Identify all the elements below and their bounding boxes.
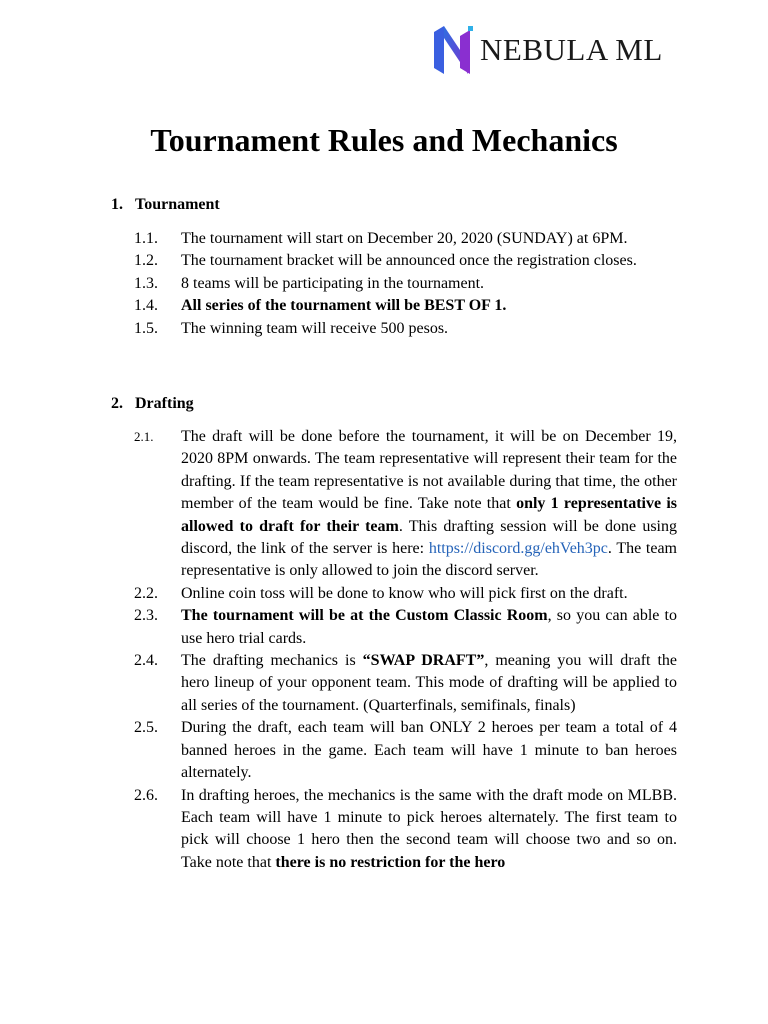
item-text: The tournament will be at the Custom Classic Room, so you can able to use hero trial cards. bbox=[181, 607, 677, 647]
section-heading-tournament bbox=[111, 196, 220, 214]
item-text: The tournament will start on December 20, 2020 (SUNDAY) at 6PM. bbox=[181, 230, 628, 247]
bold-text: The tournament will be at the Custom Classic Room bbox=[181, 607, 548, 625]
bold-text: there is no restriction for the hero bbox=[275, 853, 506, 871]
list-item bbox=[134, 650, 677, 717]
item-text: Online coin toss will be done to know who will pick first on the draft. bbox=[181, 584, 628, 602]
discord-link[interactable]: https://discord.gg/ehVeh3pc bbox=[428, 540, 608, 558]
bold-text: “SWAP DRAFT” bbox=[362, 652, 485, 670]
list-item bbox=[134, 295, 677, 317]
list-item bbox=[134, 228, 677, 250]
item-text: The drafting mechanics is “SWAP DRAFT”, meaning you will draft the hero lineup of your opponent team. This mode of drafting will be applied to all series of the tournament. (Quarterfinals, semifinals, finals) bbox=[181, 652, 678, 714]
item-number: 2.4. bbox=[134, 652, 158, 670]
list-item bbox=[134, 717, 677, 784]
bold-text: All series of the tournament will be BEST OF 1. bbox=[181, 297, 507, 315]
item-number: 2.1. bbox=[134, 429, 154, 444]
list-item bbox=[134, 318, 677, 340]
nebula-logo-icon bbox=[430, 22, 476, 78]
section-title: Tournament bbox=[135, 196, 220, 213]
item-text: The draft will be done before the tournament, it will be on December 19, 2020 8PM onwards. The team representative will represent their team for the drafting. If the team representative is not available during that time, the other member of the team would be fine. Take note that only 1 representative is allowed to draft for their team. This drafting session will be done using discord, the link of the server is here: https://discord.gg/ehVeh3pc. The team representative is only allowed to join the discord server. bbox=[181, 428, 678, 580]
section-heading-drafting bbox=[111, 395, 194, 413]
list-item bbox=[134, 785, 677, 875]
brand-logo bbox=[430, 20, 663, 80]
list-item bbox=[134, 605, 677, 650]
item-number: 2.3. bbox=[134, 607, 158, 625]
item-number: 2.5. bbox=[134, 719, 158, 737]
page-title: Tournament Rules and Mechanics bbox=[150, 122, 618, 158]
item-number: 1.5. bbox=[134, 319, 158, 337]
item-text: During the draft, each team will ban ONLY 2 heroes per team a total of 4 banned heroes in the game. Each team will have 1 minute to ban heroes alternately. bbox=[181, 719, 677, 782]
item-number: 2.2. bbox=[134, 584, 158, 602]
tournament-list bbox=[134, 228, 677, 340]
item-text: In drafting heroes, the mechanics is the same with the draft mode on MLBB. Each team will have 1 minute to pick heroes alternately. The first team to pick will choose 1 hero then the second team will choose two and so on. Take note that there is no restriction for the hero bbox=[181, 786, 677, 871]
list-item bbox=[134, 273, 677, 295]
list-item bbox=[134, 250, 677, 272]
item-text: 8 teams will be participating in the tournament. bbox=[181, 274, 485, 292]
item-number: 1.4. bbox=[134, 297, 158, 315]
list-item bbox=[134, 426, 677, 583]
item-number: 1.3. bbox=[134, 274, 158, 292]
item-text: The tournament bracket will be announced once the registration closes. bbox=[181, 252, 637, 270]
section-number: 1. bbox=[111, 196, 123, 213]
list-item bbox=[134, 583, 677, 605]
item-text bbox=[181, 295, 677, 317]
item-number: 1.1. bbox=[134, 230, 158, 247]
item-text: The winning team will receive 500 pesos. bbox=[181, 319, 449, 337]
section-number: 2. bbox=[111, 395, 123, 412]
item-number: 2.6. bbox=[134, 786, 158, 804]
bold-text: only 1 representative is allowed to draft for their team bbox=[181, 495, 678, 535]
drafting-list bbox=[134, 426, 677, 874]
section-title: Drafting bbox=[135, 395, 194, 412]
brand-name: NEBULA ML bbox=[480, 32, 663, 67]
item-number: 1.2. bbox=[134, 252, 158, 270]
